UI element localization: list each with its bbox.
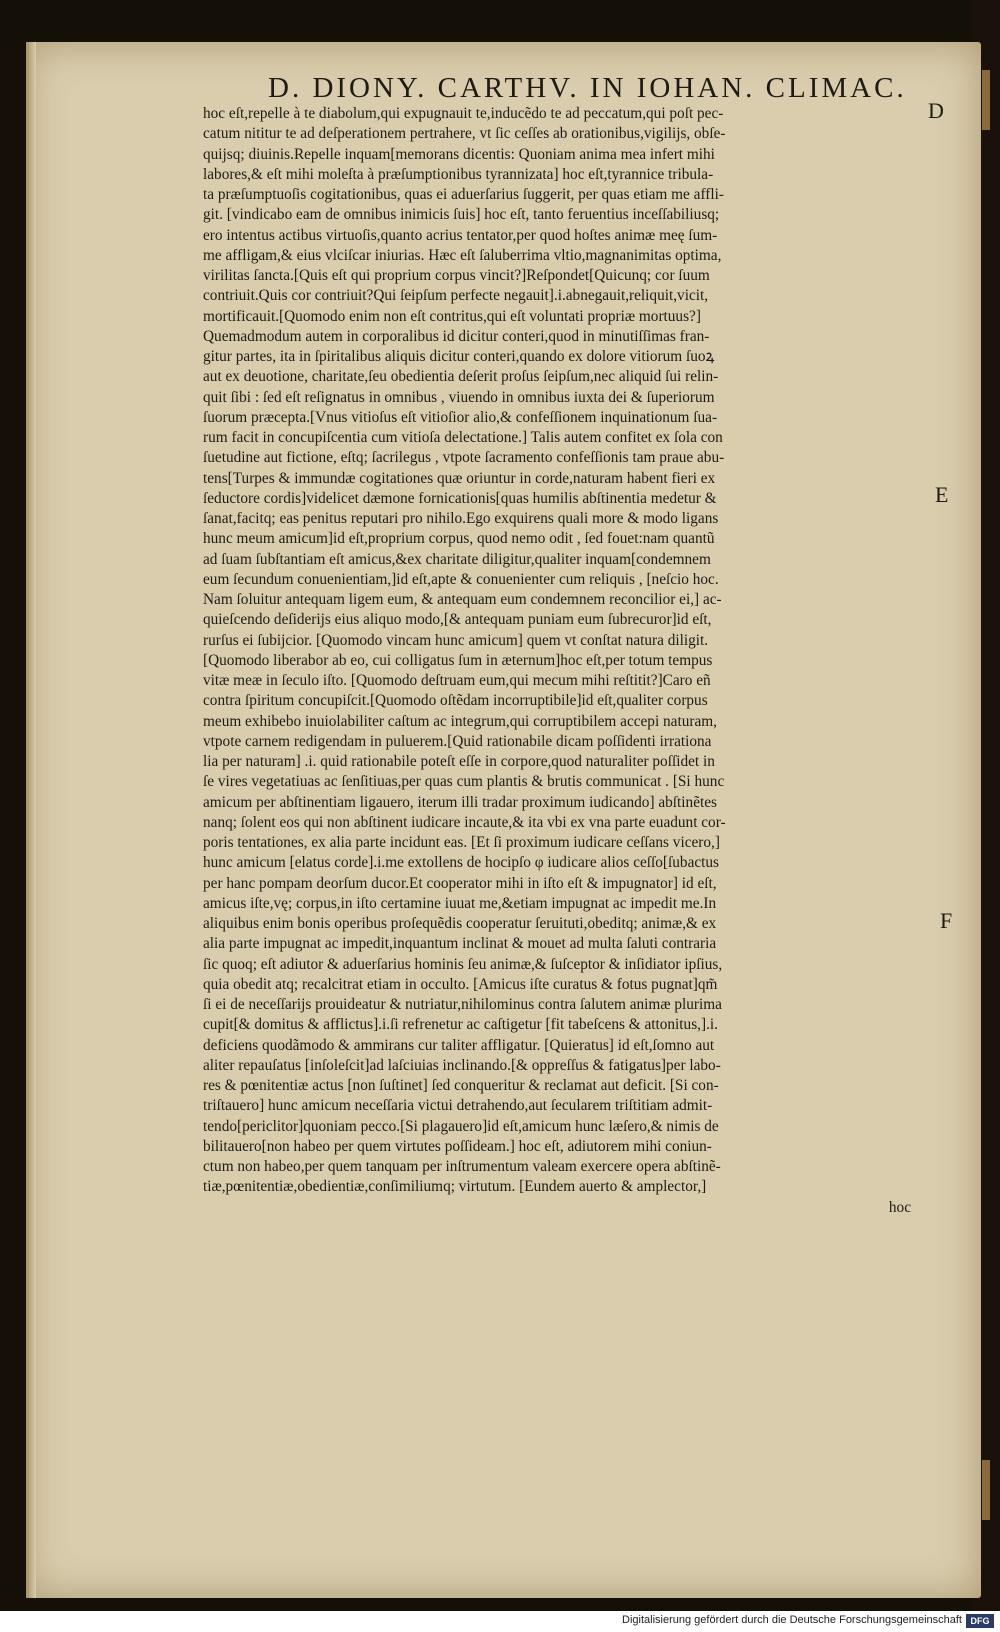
text-line: ſeductore cordis]videlicet dæmone fornicationis[quas humilis abſtinentia medetur &: [203, 489, 717, 507]
text-line: amicum per abſtinentiam ligauero, iterum illi tradar proximum iudicando] abſtinẽtes: [203, 793, 717, 811]
text-line: cupit[& domitus & afflictus].i.ſi refrenetur ac caſtigetur [fit tabeſcens & attonitus,].i.: [203, 1016, 718, 1034]
body-text: [203, 104, 911, 1218]
text-line: ctum non habeo,per quem tanquam per inſtrumentum valeam exercere opera abſtinẽ-: [203, 1158, 721, 1175]
text-line: catum nititur te ad deſperationem pertrahere, vt ſic ceſſes ab orationibus,vigilijs, obſe-: [203, 125, 726, 143]
margin-letter-f: F: [940, 908, 953, 933]
text-line: tiæ,pœnitentiæ,obedientiæ,conſimiliumq; virtutum. [Eundem auerto & amplector,]: [203, 1178, 707, 1196]
text-line: rum facit in concupiſcentia cum vitioſa delectatione.] Talis autem confitet ex ſola con: [203, 429, 723, 446]
text-line: quieſcendo deſiderijs eius aliquo modo,[& antequam puniam eum ſubrecuror]id eſt,: [203, 611, 712, 629]
text-line: quia obedit atq; recalcitrat etiam in occulto. [Amicus iſte curatus & fotus pugnat]qm̃: [203, 975, 718, 993]
text-line: alia parte impugnat ac impedit,inquantum inclinat & mouet ad multa ſaluti contraria: [203, 935, 717, 953]
text-line: quijsq; diuinis.Repelle inquam[memorans dicentis: Quoniam anima mea infert mihi: [203, 145, 715, 163]
text-line: deficiens quodãmodo & ammirans cur taliter affligatur. [Quieratus] id eſt,ſomno aut: [203, 1036, 715, 1054]
text-line: hunc amicum [elatus corde].i.me extollens de hocipſo φ iudicare alios ceſſo[ſubactus: [203, 854, 720, 872]
text-line: virilitas ſancta.[Quis eſt qui proprium corpus vincit?]Reſpondet[Quicunq; cor ſuum: [203, 267, 710, 284]
text-line: amicus iſte,vę; corpus,in iſto certamine iuuat me,&etiam impugnat ac impedit me.In: [203, 894, 717, 912]
text-line: tens[Turpes & immundæ cogitationes quæ oriuntur in corde,naturam habent fieri ex: [203, 469, 716, 487]
book-tab-mark: [982, 70, 990, 130]
text-line: [Quomodo liberabor ab eo, cui colligatus ſum in æternum]hoc eſt,per totum tempus: [203, 651, 713, 669]
text-line: Quemadmodum autem in corporalibus id dicitur conteri,quod in minutiſſimas fran-: [203, 327, 710, 345]
text-line: mortificauit.[Quomodo enim non eſt contritus,qui eſt voluntati propriæ mortuus?]: [203, 307, 701, 325]
text-line: lia per naturam] .i. quid rationabile poteſt eſſe in corpore,quod naturaliter poſſidet in: [203, 753, 715, 770]
text-line: ero intentus actibus virtuoſis,quanto acrius tentator,per quod hoſtes animæ meę ſum-: [203, 226, 718, 244]
text-line: aliter repauſatus [inſoleſcit]ad laſciuias inclinando.[& oppreſſus & fatigatus]per labo-: [203, 1056, 721, 1074]
dfg-logo: DFG: [966, 1614, 994, 1628]
text-line: nanq; ſolent eos qui non abſtinent iudicare incaute,& ita vbi ex vna parte euadunt cor-: [203, 813, 726, 831]
text-line: vtpote carnem redigendam in puluerem.[Quid rationabile dicam poſſidenti irrationa: [203, 732, 712, 750]
text-line: ſi ei de neceſſarijs prouideatur & nutriatur,nihilominus contra ſalutem animæ plurima: [203, 996, 722, 1013]
footer-bar: [0, 1611, 1000, 1632]
text-line: bilitauero[non habeo per quem virtutes poſſideam.] hoc eſt, adiutorem mihi coniun-: [203, 1137, 712, 1155]
book-tab-mark: [982, 1460, 990, 1520]
text-line: Nam ſoluitur antequam ligem eum, & antequam eum condemnem reconcilior ei,] ac-: [203, 591, 722, 608]
margin-letter-e: E: [935, 482, 949, 507]
text-line: tendo[periclitor]quoniam pecco.[Si plagauero]id eſt,amicum hunc læſero,& nimis de: [203, 1117, 719, 1135]
text-line: ſuetudine aut fictione, eſtq; ſacrilegus , vtpote ſacramento confeſſionis tam praue abu-: [203, 449, 725, 467]
text-line: ſuorum præcepta.[Vnus vitioſus eſt vitioſior alio,& confeſſionem inquinationum ſua-: [203, 408, 718, 426]
text-line: meum exhibebo inuiolabiliter caſtum ac integrum,qui corruptibilem accepi naturam,: [203, 712, 717, 730]
text-line: me affligam,& eius vlciſcar iniurias. Hæc eſt ſaluberrima vltio,magnanimitas optima,: [203, 246, 722, 264]
text-line: git. [vindicabo eam de omnibus inimicis ſuis] hoc eſt, tanto feruentius inceſſabiliusq;: [203, 206, 720, 224]
text-line: eum ſecundum conuenientiam,]id eſt,apte & conuenienter cum reliquis , [neſcio hoc.: [203, 570, 719, 588]
text-line: poris tentationes, ex alia parte incidunt eas. [Et ſi proximum iudicare ceſſans vicero,]: [203, 834, 720, 851]
text-line: ſic quoq; eſt adiutor & aduerſarius hominis ſeu animæ,& ſuſceptor & inſidiator ipſius,: [203, 955, 723, 973]
footer-credit: Digitalisierung gefördert durch die Deutsche Forschungsgemeinschaft: [622, 1614, 962, 1626]
running-header: D. DIONY. CARTHV. IN IOHAN. CLIMAC.: [268, 72, 907, 104]
catchword: hoc: [888, 1198, 911, 1216]
text-line: vitæ meæ in ſeculo iſto. [Quomodo deſtruam eum,qui mecum mihi reſtitit?]Caro eñ: [203, 672, 711, 689]
text-line: ſanat,facitq; eas penitus reputari pro nihilo.Ego exquirens quali more & modo ligans: [203, 510, 719, 527]
text-line: ſe vires vegetatiuas ac ſenſitiuas,per quas cum plantis & brutis communicat . [Si hunc: [203, 773, 725, 791]
text-line: aliquibus enim bonis operibus proſequẽdis cooperatur ſeruituti,obeditq; animæ,& ex: [203, 915, 717, 932]
text-line: ta præſumptuoſis cogitationibus, quas ei aduerſarius ſuggerit, per quas etiam me affli-: [203, 186, 724, 203]
text-line: hunc meum amicum]id eſt,proprium corpus, quod nemo odit , ſed fouet:nam quantũ: [203, 530, 715, 548]
margin-letter-d: D: [928, 98, 944, 123]
page-gutter: [26, 42, 36, 1598]
text-line: res & pœnitentiæ actus [non ſuſtinet] ſed conqueritur & reclamat aut deficit. [Si con-: [203, 1077, 719, 1094]
text-line: rurſus ei ſubijcior. [Quomodo vincam hunc amicum] quem vt conſtat natura diligit.: [203, 631, 709, 649]
text-line: labores,& eſt mihi moleſta à præſumptionibus tyrannizata] hoc eſt,tyrannice tribula-: [203, 165, 714, 183]
text-line: quit ſibi : ſed eſt reſignatus in omnibus , viuendo in omnibus iuxta dei & ſuperiorum: [203, 388, 715, 406]
text-line: ad ſuam ſubſtantiam eſt amicus,&ex charitate diligitur,qualiter inquam[condemnem: [203, 550, 711, 568]
text-line: triſtauero] hunc amicum neceſſaria victui detrahendo,aut ſecularem triſtitiam admit-: [203, 1097, 713, 1115]
text-line: contra ſpiritum concupiſcit.[Quomodo oſtẽdam incorruptibile]id eſt,qualiter corpus: [203, 692, 708, 710]
text-line: per hanc pompam deorſum ducor.Et cooperator mihi in iſto eſt & impugnator] id eſt,: [203, 874, 717, 892]
text-line: aut ex deuotione, charitate,ſeu obedientia deſerit proſus ſeipſum,nec aliquid ſui relin-: [203, 368, 719, 386]
text-line: gitur partes, ita in ſpiritalibus aliquis dicitur conteri,quando ex dolore vitiorum ſuoꝝ: [203, 348, 715, 365]
text-line: hoc eſt,repelle à te diabolum,qui expugnauit te,inducẽdo te ad peccatum,qui poſt pec-: [203, 105, 724, 122]
text-line: contriuit.Quis cor contriuit?Qui ſeipſum perfecte negauit].i.abnegauit,reliquit,vicit,: [203, 287, 709, 305]
